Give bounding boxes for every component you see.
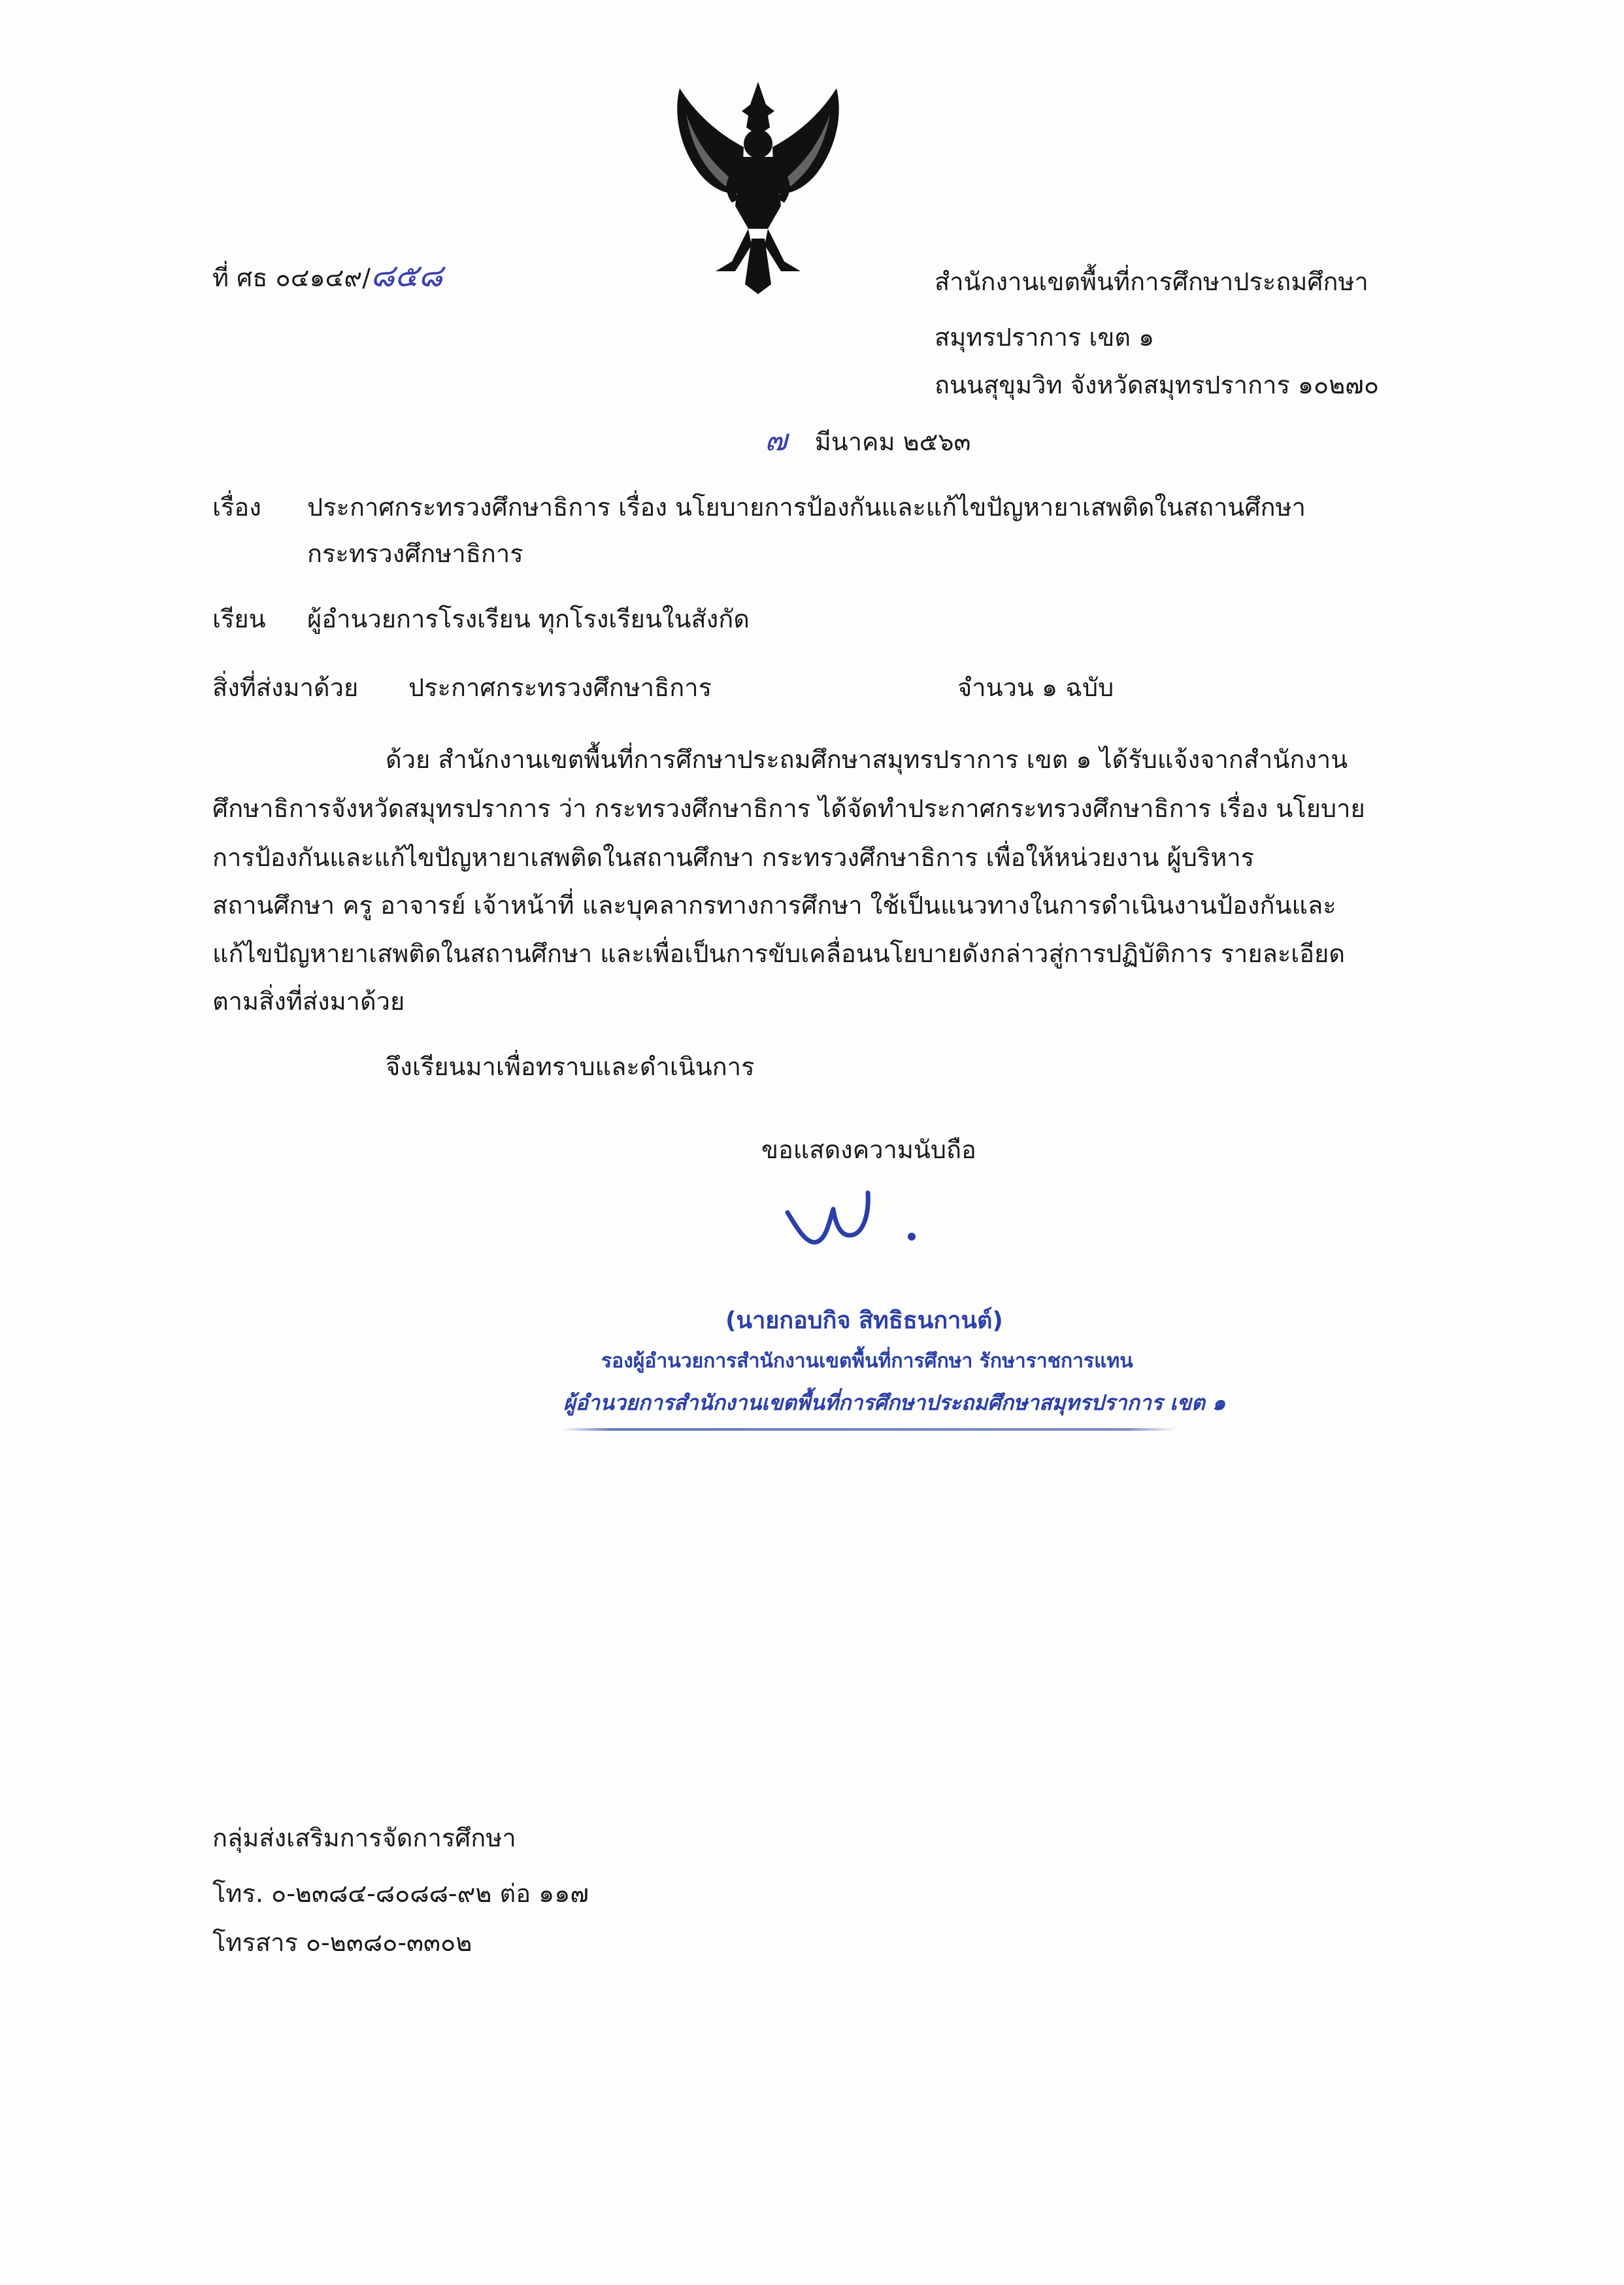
signer-underline [562,1428,1176,1431]
date-day-handwritten: ๗ [765,422,787,458]
reference-prefix: ที่ ศธ ๐๔๑๔๙/ [212,263,371,292]
reference-handwritten-number: ๘๕๘ [371,258,443,294]
recipient-label: เรียน [212,605,266,633]
enclosure-quantity: จำนวน ๑ ฉบับ [957,673,1114,702]
date-month-year: มีนาคม ๒๕๖๓ [814,427,971,456]
signer-title-2: ผู้อำนวยการสำนักงานเขตพื้นที่การศึกษาประถมศึกษาสมุทรปราการ เขต ๑ [563,1390,1226,1415]
enclosure-value: ประกาศกระทรวงศึกษาธิการ [408,673,712,702]
garuda-emblem-icon [660,75,856,297]
signer-title-1: รองผู้อำนวยการสำนักงานเขตพื้นที่การศึกษา รักษาราชการแทน [601,1350,1133,1373]
subject-line-2: กระทรวงศึกษาธิการ [307,539,523,568]
body-line-4: สถานศึกษา ครู อาจารย์ เจ้าหน้าที่ และบุคลากรทางการศึกษา ใช้เป็นแนวทางในการดำเนินงานป้องกันและ [212,891,1336,920]
enclosure-label: สิ่งที่ส่งมาด้วย [212,673,359,702]
body-line-1: ด้วย สำนักงานเขตพื้นที่การศึกษาประถมศึกษาสมุทรปราการ เขต ๑ ได้รับแจ้งจากสำนักงาน [386,745,1348,774]
recipient-value: ผู้อำนวยการโรงเรียน ทุกโรงเรียนในสังกัด [307,605,750,633]
signer-name: (นายกอบกิจ สิทธิธนกานต์) [725,1307,1003,1334]
body-line-3: การป้องกันและแก้ไขปัญหายาเสพติดในสถานศึกษา กระทรวงศึกษาธิการ เพื่อให้หน่วยงาน ผู้บริหาร [212,843,1255,872]
body-line-2: ศึกษาธิการจังหวัดสมุทรปราการ ว่า กระทรวงศึกษาธิการ ได้จัดทำประกาศกระทรวงศึกษาธิการ เรื่อง นโยบาย [212,794,1365,823]
reference-number [212,260,442,292]
handwritten-signature [778,1183,928,1255]
footer-phone: โทร. ๐-๒๓๘๔-๘๐๘๘-๙๒ ต่อ ๑๑๗ [212,1879,589,1908]
office-line-2: สมุทรปราการ เขต ๑ [935,323,1155,352]
footer-fax: โทรสาร ๐-๒๓๘๐-๓๓๐๒ [212,1928,472,1957]
closing-salutation: ขอแสดงความนับถือ [761,1135,976,1164]
letter-date [765,422,971,458]
closing-request: จึงเรียนมาเพื่อทราบและดำเนินการ [386,1052,755,1081]
office-line-3: ถนนสุขุมวิท จังหวัดสมุทรปราการ ๑๐๒๗๐ [935,371,1380,399]
subject-label: เรื่อง [212,493,261,522]
body-line-6: ตามสิ่งที่ส่งมาด้วย [212,987,405,1016]
body-line-5: แก้ไขปัญหายาเสพติดในสถานศึกษา และเพื่อเป็นการขับเคลื่อนนโยบายดังกล่าวสู่การปฏิบัติการ รายละเอียด [212,939,1346,968]
subject-line-1: ประกาศกระทรวงศึกษาธิการ เรื่อง นโยบายการป้องกันและแก้ไขปัญหายาเสพติดในสถานศึกษา [307,493,1306,522]
footer-division: กลุ่มส่งเสริมการจัดการศึกษา [212,1824,516,1852]
office-line-1: สำนักงานเขตพื้นที่การศึกษาประถมศึกษา [935,267,1368,296]
